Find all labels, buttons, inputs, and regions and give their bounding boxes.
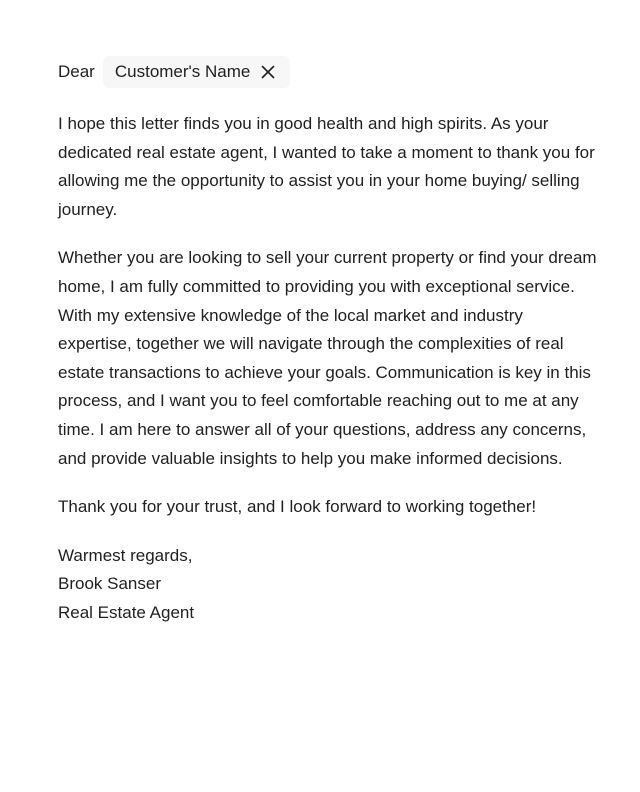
recipient-name-chip[interactable] <box>103 56 291 88</box>
paragraph-thanks: Thank you for your trust, and I look forward to working together! <box>58 497 537 517</box>
greeting-line <box>58 56 598 88</box>
signature-block <box>58 542 598 628</box>
recipient-name-label: Customer's Name <box>114 62 251 81</box>
letter-body <box>58 56 598 628</box>
close-icon[interactable] <box>260 64 276 80</box>
paragraph-intro: I hope this letter finds you in good health and high spirits. As your dedicated real estate agent, I wanted to take a moment to thank you for allowing me the opportunity to assist you in your home buying/ selling journey. <box>58 114 595 219</box>
sender-name: Brook Sanser <box>58 574 161 594</box>
closing-line: Warmest regards, <box>58 545 193 565</box>
salutation: Dear <box>58 62 95 81</box>
paragraph-services: Whether you are looking to sell your current property or find your dream home, I am fully committed to providing you with exceptional service. With my extensive knowledge of the local market and industry expertise, together we will navigate through the complexities of real estate transactions to achieve your goals. Communication is key in this process, and I want you to feel comfortable reaching out to me at any time. I am here to answer all of your questions, address any concerns, and provide valuable insights to help you make informed decisions. <box>58 248 597 468</box>
sender-title: Real Estate Agent <box>58 602 195 622</box>
